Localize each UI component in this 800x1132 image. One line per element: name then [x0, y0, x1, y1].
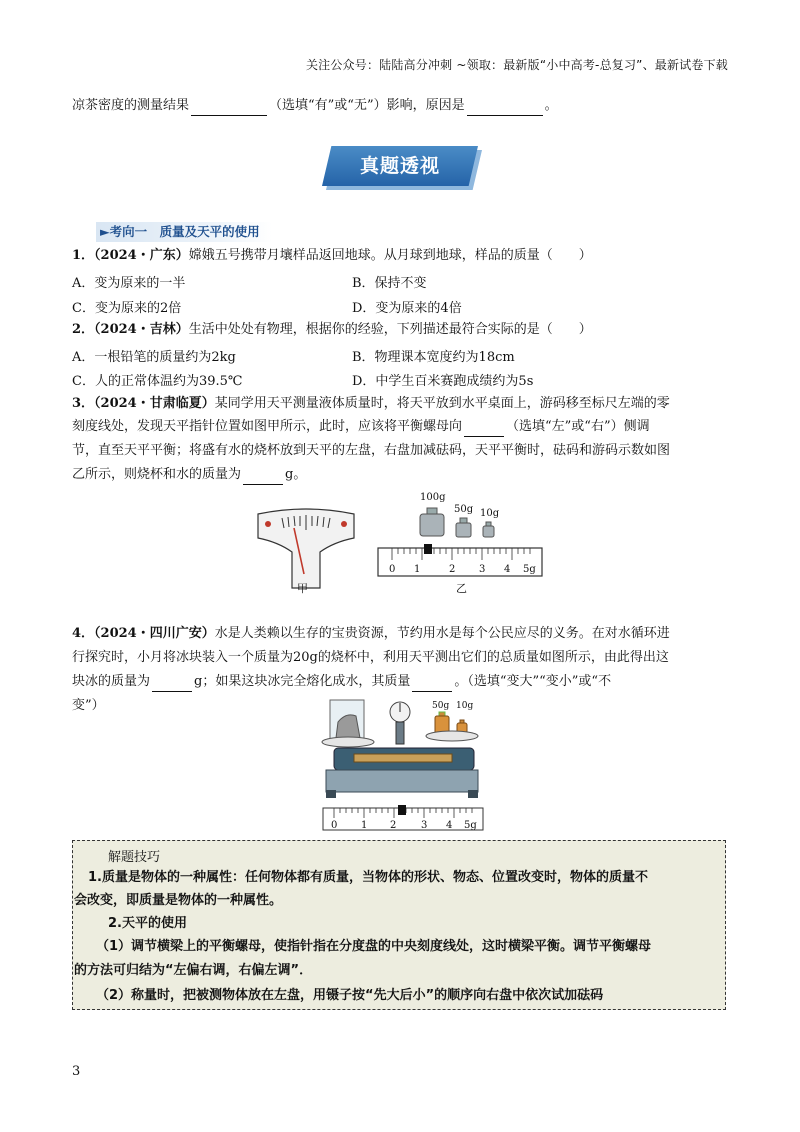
question-3-line-1 — [72, 394, 670, 414]
question-source: （2024・吉林） — [94, 322, 189, 337]
dial-screw-left — [265, 521, 271, 527]
weight-50g-icon — [456, 518, 471, 537]
question-source: （2024・四川广安） — [94, 626, 215, 641]
question-number: 1． — [72, 248, 95, 263]
question-3-line-4 — [72, 465, 306, 485]
section-heading: ►考向一 质量及天平的使用 — [96, 222, 272, 242]
balance-base — [326, 770, 478, 792]
option-a: A．变为原来的一半 — [72, 276, 186, 291]
question-text: 水是人类赖以生存的宝贵资源，节约用水是每个公民应尽的义务。在对水循环进 — [214, 626, 670, 641]
scale-tick-label: 3 — [479, 564, 486, 575]
option-b: B．保持不变 — [352, 276, 427, 291]
question-number: 2． — [72, 322, 95, 337]
question-2-stem — [72, 320, 592, 340]
question-3-line-3: 节，直至天平平衡；将盛有水的烧杯放到天平的左盘，右盘加减砝码，天平平衡时，砝码和游码示数如图 — [72, 443, 671, 458]
weight-10g-icon — [483, 522, 494, 537]
question-text: 刻度线处，发现天平指针位置如图甲所示，此时，应该将平衡螺母向 — [72, 419, 463, 434]
question-text: （选填“左”或“右”）侧调 — [506, 419, 650, 434]
dial-screw-right — [341, 521, 347, 527]
intro-line — [72, 96, 558, 116]
left-pan — [322, 737, 374, 747]
answer-blank[interactable] — [464, 422, 504, 437]
question-text: 。（选填“变大”“变小”或“不 — [454, 674, 612, 689]
intro-text-3: 。 — [544, 98, 558, 113]
weight-100g-icon — [420, 508, 444, 536]
question-source: （2024・甘肃临夏） — [94, 396, 215, 411]
answer-blank[interactable] — [152, 677, 192, 692]
tips-line: 2.天平的使用 — [108, 916, 187, 931]
intro-text-1: 凉茶密度的测量结果 — [72, 98, 190, 113]
answer-blank[interactable] — [243, 470, 283, 485]
answer-blank[interactable] — [467, 101, 543, 116]
scale-tick-label: 3 — [421, 820, 428, 831]
scale-tick-label: 0 — [331, 820, 338, 831]
figure-weights-scale — [376, 488, 546, 596]
banner-title: 真题透视 — [359, 155, 440, 177]
question-1-stem — [72, 246, 592, 266]
weight-label: 50g — [432, 701, 450, 711]
question-text: 乙所示，则烧杯和水的质量为 — [72, 467, 242, 482]
scale-tick-label: 0 — [389, 564, 396, 575]
weight-label: 10g — [456, 701, 474, 711]
tips-title: 解题技巧 — [108, 850, 161, 865]
scale-rider — [398, 805, 406, 815]
right-pan — [426, 731, 478, 741]
tips-line: （2）称量时，把被测物体放在左盘，用镊子按“先大后小”的顺序向右盘中依次试加砝码 — [96, 988, 604, 1003]
scale-tick-label: 1 — [414, 564, 421, 575]
rider-scale — [378, 548, 542, 576]
question-text: 嫦娥五号携带月壤样品返回地球。从月球到地球，样品的质量（ ） — [188, 248, 592, 263]
unit-text: g — [285, 467, 294, 482]
section-banner — [322, 146, 478, 186]
page-number: 3 — [72, 1064, 81, 1079]
question-text: 块冰的质量为 — [72, 674, 151, 689]
tips-line: 1.质量是物体的一种属性：任何物体都有质量，当物体的形状、物态、位置改变时，物体的质量不 — [88, 870, 648, 885]
question-text: 某同学用天平测量液体质量时，将天平放到水平桌面上，游码移至标尺左端的零 — [214, 396, 670, 411]
question-text: 。 — [293, 467, 307, 482]
figure-balance — [320, 694, 486, 832]
question-4-line-4: 变”） — [72, 698, 105, 713]
question-text: g；如果这块冰完全熔化成水，其质量 — [194, 674, 411, 689]
weight-label: 50g — [454, 504, 474, 515]
scale-tick-label: 2 — [449, 564, 456, 575]
option-a: A．一根铅笔的质量约为2kg — [72, 350, 236, 365]
header-note: 关注公众号：陆陆高分冲刺 ~领取：最新版“小中高考-总复习”、最新试卷下载 — [305, 58, 728, 72]
figure-label-a: 甲 — [297, 582, 308, 594]
scale-tick-label: 4 — [446, 820, 453, 831]
question-4-line-2: 行探究时，小月将冰块装入一个质量为20g的烧杯中，利用天平测出它们的总质量如图所示，由此得出这 — [72, 650, 669, 665]
question-4-line-1 — [72, 624, 670, 644]
tips-line: 的方法可归结为“左偏右调，右偏左调”． — [74, 963, 313, 978]
option-d: D．中学生百米赛跑成绩约为5s — [352, 374, 534, 389]
tips-line: （1）调节横梁上的平衡螺母，使指针指在分度盘的中央刻度线处，这时横梁平衡。调节平衡螺母 — [96, 939, 652, 954]
option-b: B．物理课本宽度约为18cm — [352, 350, 515, 365]
weight-label: 10g — [480, 508, 500, 519]
intro-text-2: （选填“有”或“无”）影响，原因是 — [269, 98, 465, 113]
question-number: 3． — [72, 396, 95, 411]
scale-rider — [424, 544, 432, 554]
option-c: C．变为原来的2倍 — [72, 301, 182, 316]
figure-label-b: 乙 — [456, 582, 467, 595]
weight-label: 100g — [420, 492, 446, 503]
option-c: C．人的正常体温约为39.5℃ — [72, 374, 243, 389]
answer-blank[interactable] — [412, 677, 452, 692]
scale-tick-label: 5g — [464, 820, 477, 831]
question-source: （2024・广东） — [94, 248, 189, 263]
question-4-line-3 — [72, 672, 611, 692]
figure-balance-dial — [254, 508, 358, 594]
scale-tick-label: 1 — [361, 820, 368, 831]
tips-line: 会改变，即质量是物体的一种属性。 — [74, 893, 283, 908]
scale-tick-label: 5g — [523, 564, 536, 575]
answer-blank[interactable] — [191, 101, 267, 116]
option-d: D．变为原来的4倍 — [352, 301, 462, 316]
question-3-line-2 — [72, 417, 650, 437]
scale-tick-label: 2 — [390, 820, 397, 831]
scale-tick-label: 4 — [504, 564, 511, 575]
question-text: 生活中处处有物理，根据你的经验，下列描述最符合实际的是（ ） — [188, 322, 592, 337]
question-number: 4． — [72, 626, 95, 641]
balance-beam-scale — [354, 754, 452, 762]
